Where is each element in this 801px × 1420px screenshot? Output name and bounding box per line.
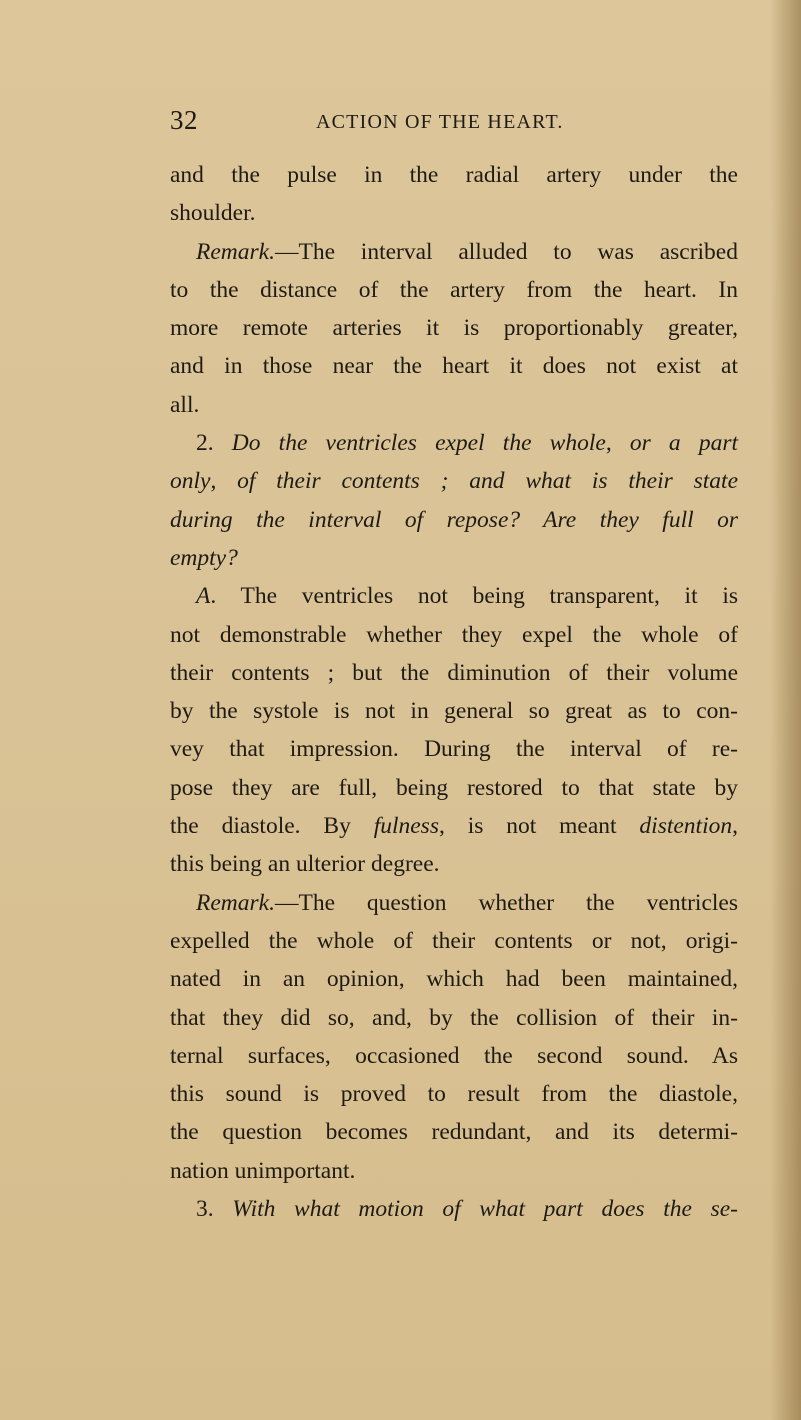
text-segment: the question becomes redundant, and its determi- (170, 1119, 738, 1146)
text-segment: —The interval alluded to was ascribed (274, 238, 738, 265)
italic-text: distention (639, 813, 733, 840)
text-line (170, 1190, 738, 1228)
text-segment: , (732, 813, 738, 840)
text-line (170, 462, 738, 500)
text-line (170, 616, 738, 654)
text-line (170, 156, 738, 194)
text-line (170, 730, 738, 768)
text-line (170, 654, 738, 692)
text-segment: and the pulse in the radial artery under the (170, 162, 738, 188)
text-line (170, 386, 738, 424)
text-segment: this sound is proved to result from the diastole, (170, 1081, 738, 1108)
text-line (170, 1075, 738, 1113)
text-line (170, 769, 738, 807)
text-segment: to the distance of the artery from the heart. In (170, 276, 738, 303)
text-segment: pose they are full, being restored to that state by (170, 774, 738, 801)
text-line (170, 233, 738, 271)
text-segment: not demonstrable whether they expel the whole of (170, 621, 738, 648)
text-segment: this being an ulterior degree. (170, 851, 440, 878)
italic-text: With what motion of what part does the se- (232, 1196, 739, 1223)
text-line (170, 960, 738, 998)
text-segment: —The question whether the ventricles (274, 889, 738, 916)
text-line (170, 922, 738, 960)
text-segment: shoulder. (170, 200, 256, 227)
body-text (170, 156, 738, 1228)
text-segment: nated in an opinion, which had been maintained, (170, 966, 738, 993)
italic-text: fulness (373, 813, 439, 840)
text-line (170, 1037, 738, 1075)
italic-text: only (170, 468, 211, 495)
text-segment: vey that impression. During the interval of re- (170, 736, 738, 763)
text-line (170, 1113, 738, 1151)
italic-text: Do the ventricles expel the whole (231, 430, 606, 457)
text-segment: . The ventricles not being transparent, it is (210, 583, 738, 610)
text-line (170, 999, 738, 1037)
italic-text: or a part (629, 430, 739, 457)
text-segment: , (605, 430, 630, 457)
text-line (170, 347, 738, 385)
text-segment: 3. (196, 1196, 233, 1223)
page-header (170, 100, 740, 140)
text-line (170, 845, 738, 883)
text-line (170, 539, 738, 577)
text-line (170, 1152, 738, 1190)
text-segment: expelled the whole of their contents or not, origi- (170, 927, 738, 954)
text-segment: by the systole is not in general so great as to con- (170, 698, 738, 725)
text-line (170, 884, 738, 922)
text-segment: the diastole. By (170, 813, 374, 840)
text-segment: , is not meant (438, 813, 640, 840)
page-number: 32 (170, 105, 198, 135)
text-line (170, 194, 738, 232)
text-line (170, 424, 738, 462)
text-segment: 2. (196, 430, 232, 457)
italic-text: during the interval of repose? Are they full or (170, 506, 738, 533)
text-segment: , (210, 468, 238, 495)
italic-text: empty? (170, 544, 238, 571)
text-segment: their contents ; but the diminution of their volume (170, 659, 738, 686)
text-segment: all. (170, 391, 200, 418)
text-segment: that they did so, and, by the collision of their in- (170, 1004, 738, 1031)
text-segment: more remote arteries it is proportionably greater, (170, 315, 738, 342)
text-segment: ternal surfaces, occasioned the second sound. As (170, 1042, 738, 1069)
text-line (170, 501, 738, 539)
text-line (170, 692, 738, 730)
text-line (170, 807, 738, 845)
italic-text: of their contents ; and what is their state (237, 468, 738, 495)
text-line (170, 309, 738, 347)
text-line (170, 271, 738, 309)
text-segment: and in those near the heart it does not exist at (170, 353, 738, 380)
text-line (170, 577, 738, 615)
italic-text: Remark. (196, 238, 275, 265)
text-segment: nation unimportant. (170, 1157, 356, 1184)
italic-text: A (196, 583, 211, 610)
italic-text: Remark. (196, 889, 275, 916)
running-title: ACTION OF THE HEART. (316, 111, 564, 133)
